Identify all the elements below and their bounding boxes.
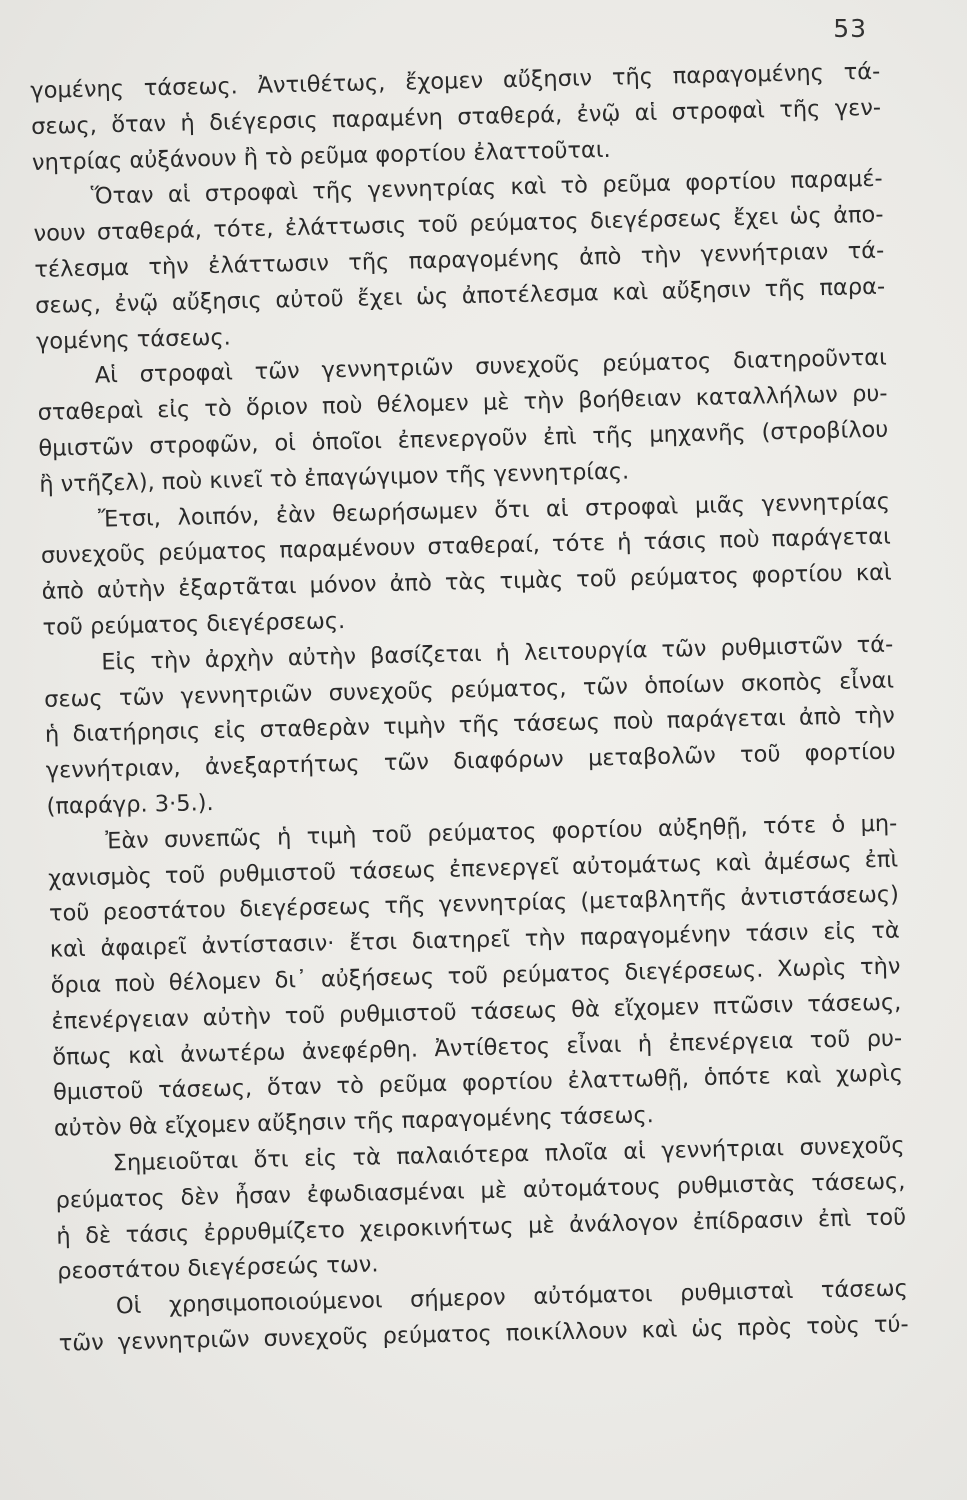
- text-line: σεως, ὅταν ἡ διέγερσις παραμένη σταθερά, ἐνῷ αἱ στροφαὶ τῆς γεν-: [30, 94, 882, 140]
- paragraph: [32, 162, 886, 360]
- text-line: ἐπενέργειαν αὐτὴν τοῦ ρυθμιστοῦ τάσεως θὰ εἴχομεν πτῶσιν τάσεως,: [51, 989, 902, 1035]
- text-line: ἀπὸ αὐτὴν ἐξαρτᾶται μόνον ἀπὸ τὰς τιμὰς τοῦ ρεύματος φορτίου καὶ: [41, 559, 892, 606]
- text-line: ρεοστάτου διεγέρσεώς των.: [56, 1251, 379, 1285]
- page-number: 53: [833, 14, 867, 43]
- text-line: ρεύματος δὲν ἦσαν ἐφωδιασμέναι μὲ αὐτομάτους ρυθμιστὰς τάσεως,: [55, 1168, 906, 1214]
- text-line: νουν σταθερά, τότε, ἐλάττωσις τοῦ ρεύματος διεγέρσεως ἔχει ὡς ἀπο-: [33, 201, 884, 248]
- text-line: θμιστοῦ τάσεως, ὅταν τὸ ρεῦμα φορτίου ἐλαττωθῇ, ὁπότε καὶ χωρὶς: [52, 1060, 904, 1107]
- text-line: Ἔτσι, λοιπόν, ἐὰν θεωρήσωμεν ὅτι αἱ στροφαὶ μιᾶς γεννητρίας: [97, 488, 891, 533]
- text-line: Εἰς τὴν ἀρχὴν αὐτὴν βασίζεται ἡ λειτουργία τῶν ρυθμιστῶν τά-: [101, 631, 894, 676]
- paragraph: [36, 341, 889, 503]
- text-line: σεως τῶν γεννητριῶν συνεχοῦς ρεύματος, τῶν ὁποίων σκοπὸς εἶναι: [43, 667, 895, 713]
- text-line: χανισμὸς τοῦ ρυθμιστοῦ τάσεως ἐπενεργεῖ αὐτομάτως καὶ ἀμέσως ἐπὶ: [47, 846, 899, 892]
- paragraph: [47, 806, 904, 1147]
- text-line: ὅρια ποὺ θέλομεν δι᾽ αὐξήσεως τοῦ ρεύματος διεγέρσεως. Χωρὶς τὴν: [50, 953, 901, 999]
- text-line: γομένης τάσεως. Ἀντιθέτως, ἔχομεν αὔξησιν τῆς παραγομένης τά-: [30, 58, 881, 104]
- text-line: νητρίας αὐξάνουν ἢ τὸ ρεῦμα φορτίου ἐλαττοῦται.: [31, 136, 611, 176]
- text-line: ἢ ντῆζελ), ποὺ κινεῖ τὸ ἐπαγώγιμον τῆς γεννητρίας.: [39, 458, 630, 498]
- text-line: αὐτὸν θὰ εἴχομεν αὔξησιν τῆς παραγομένης τάσεως.: [53, 1102, 655, 1142]
- text-line: τῶν γεννητριῶν συνεχοῦς ρεύματος ποικίλλουν καὶ ὡς πρὸς τοὺς τύ-: [58, 1311, 909, 1357]
- paragraph: [30, 55, 882, 182]
- text-line: τοῦ ρεοστάτου διεγέρσεως τῆς γεννητρίας (μεταβλητῆς ἀντιστάσεως): [48, 881, 900, 928]
- body-text: [30, 55, 909, 1363]
- text-line: καὶ ἀφαιρεῖ ἀντίστασιν· ἔτσι διατηρεῖ τὴν παραγομένην τάσιν εἰς τὰ: [49, 917, 900, 963]
- text-line: σταθεραὶ εἰς τὸ ὅριον ποὺ θέλομεν μὲ τὴν βοήθειαν καταλλήλων ρυ-: [37, 380, 888, 427]
- text-line: γομένης τάσεως.: [35, 324, 232, 355]
- text-line: (παράγρ. 3·5.).: [46, 789, 214, 820]
- text-line: Ὅταν αἱ στροφαὶ τῆς γεννητρίας καὶ τὸ ρεῦμα φορτίου παραμέ-: [90, 166, 883, 211]
- text-line: Ἐὰν συνεπῶς ἡ τιμὴ τοῦ ρεύματος φορτίου αὐξηθῇ, τότε ὁ μη-: [105, 810, 898, 855]
- text-line: Αἱ στροφαὶ τῶν γεννητριῶν συνεχοῦς ρεύματος διατηροῦνται: [94, 345, 887, 389]
- text-line: τοῦ ρεύματος διεγέρσεως.: [42, 607, 346, 641]
- text-line: τέλεσμα τὴν ἐλάττωσιν τῆς παραγομένης ἀπὸ τὴν γεννήτριαν τά-: [34, 237, 885, 283]
- text-line: ὅπως καὶ ἀνωτέρω ἀνεφέρθη. Ἀντίθετος εἶναι ἡ ἐπενέργεια τοῦ ρυ-: [52, 1024, 903, 1071]
- text-line: Σημειοῦται ὅτι εἰς τὰ παλαιότερα πλοῖα αἱ γεννήτριαι συνεχοῦς: [112, 1132, 905, 1177]
- text-line: θμιστῶν στροφῶν, οἱ ὁποῖοι ἐπενεργοῦν ἐπὶ τῆς μηχανῆς (στροβίλου: [38, 416, 889, 462]
- text-line: ἡ δὲ τάσις ἐρρυθμίζετο χειροκινήτως μὲ ἀνάλογον ἐπίδρασιν ἐπὶ τοῦ: [56, 1203, 907, 1250]
- text-line: γεννήτριαν, ἀνεξαρτήτως τῶν διαφόρων μεταβολῶν τοῦ φορτίου: [45, 738, 896, 784]
- paragraph: [43, 627, 897, 825]
- text-line: συνεχοῦς ρεύματος παραμένουν σταθεραί, τότε ἡ τάσις ποὺ παράγεται: [40, 523, 892, 570]
- text-line: σεως, ἐνῷ αὔξησις αὐτοῦ ἔχει ὡς ἀποτέλεσμα καὶ αὔξησιν τῆς παρα-: [34, 273, 886, 319]
- text-line: ἡ διατήρησις εἰς σταθερὰν τιμὴν τῆς τάσεως ποὺ παράγεται ἀπὸ τὴν: [44, 702, 896, 749]
- paragraph: [40, 484, 893, 646]
- text-line: Οἱ χρησιμοποιούμενοι σήμερον αὐτόματοι ρυθμισταὶ τάσεως: [115, 1275, 909, 1320]
- paragraph: [54, 1128, 907, 1290]
